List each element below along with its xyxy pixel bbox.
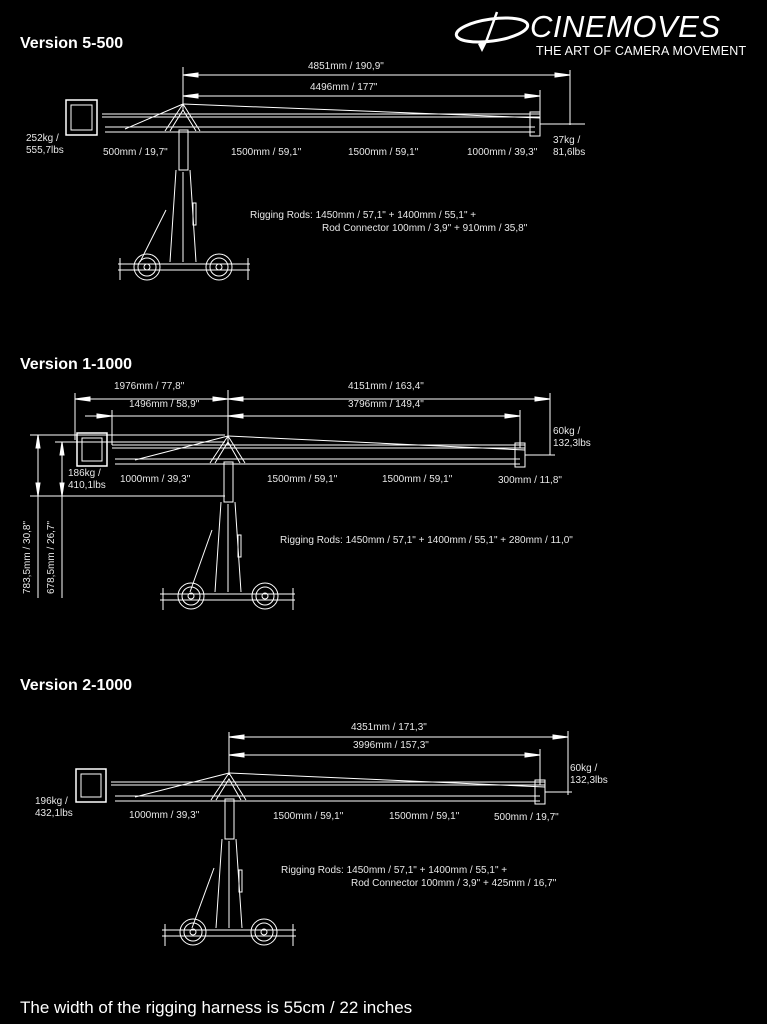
segment-label: 1500mm / 59,1" [231,147,302,158]
segment-label: 300mm / 11,8" [498,475,562,486]
rigging-rods-note: Rigging Rods: 1450mm / 57,1" + 1400mm / 55,1" + Rod Connector 100mm / 3,9" + 425mm / 16,7" [281,865,557,889]
segment-label: 1500mm / 59,1" [389,811,460,822]
counterweight-label: 186kg / 410,1lbs [68,468,106,491]
segment-label: 1500mm / 59,1" [348,147,419,158]
segment-label: 500mm / 19,7" [103,147,168,158]
rear-length: 1496mm / 58,9" [129,399,200,410]
arm-length: 4496mm / 177" [310,82,378,93]
segment-label: 500mm / 19,7" [494,812,559,823]
rigging-rods-note: Rigging Rods: 1450mm / 57,1" + 1400mm / 55,1" + 280mm / 11,0" [280,535,573,546]
brand-name: CINEMOVES [530,9,721,44]
height-label: 678,5mm / 26,7" [46,520,57,594]
segment-label: 1500mm / 59,1" [267,474,338,485]
arm-length: 3996mm / 157,3" [353,740,429,751]
payload-label: 60kg / 132,3lbs [570,763,608,786]
crane-v1-1000 [30,390,555,610]
segment-label: 1000mm / 39,3" [467,147,538,158]
version-title: Version 2-1000 [20,677,133,694]
segment-label: 1500mm / 59,1" [273,811,344,822]
overall-length: 4151mm / 163,4" [348,381,424,392]
version-title: Version 1-1000 [20,356,133,373]
version-title: Version 5-500 [20,35,124,52]
overall-length: 4851mm / 190,9" [308,61,384,72]
payload-label: 60kg / 132,3lbs [553,426,591,449]
crane-v5-500 [66,67,585,280]
footer-note: The width of the rigging harness is 55cm / 22 inches [20,998,413,1017]
rear-overall-length: 1976mm / 77,8" [114,381,185,392]
crane-v2-1000 [76,731,572,946]
counterweight-label: 252kg / 555,7lbs [26,133,64,156]
arm-length: 3796mm / 149,4" [348,399,424,410]
height-label: 783,5mm / 30,8" [22,520,33,594]
segment-label: 1500mm / 59,1" [382,474,453,485]
segment-label: 1000mm / 39,3" [129,810,200,821]
segment-label: 1000mm / 39,3" [120,474,191,485]
counterweight-label: 196kg / 432,1lbs [35,796,73,819]
overall-length: 4351mm / 171,3" [351,722,427,733]
brand-tagline: THE ART OF CAMERA MOVEMENT [536,44,747,58]
payload-label: 37kg / 81,6lbs [553,135,586,158]
rigging-rods-note: Rigging Rods: 1450mm / 57,1" + 1400mm / 55,1" + Rod Connector 100mm / 3,9" + 910mm / 35,8" [250,210,528,234]
